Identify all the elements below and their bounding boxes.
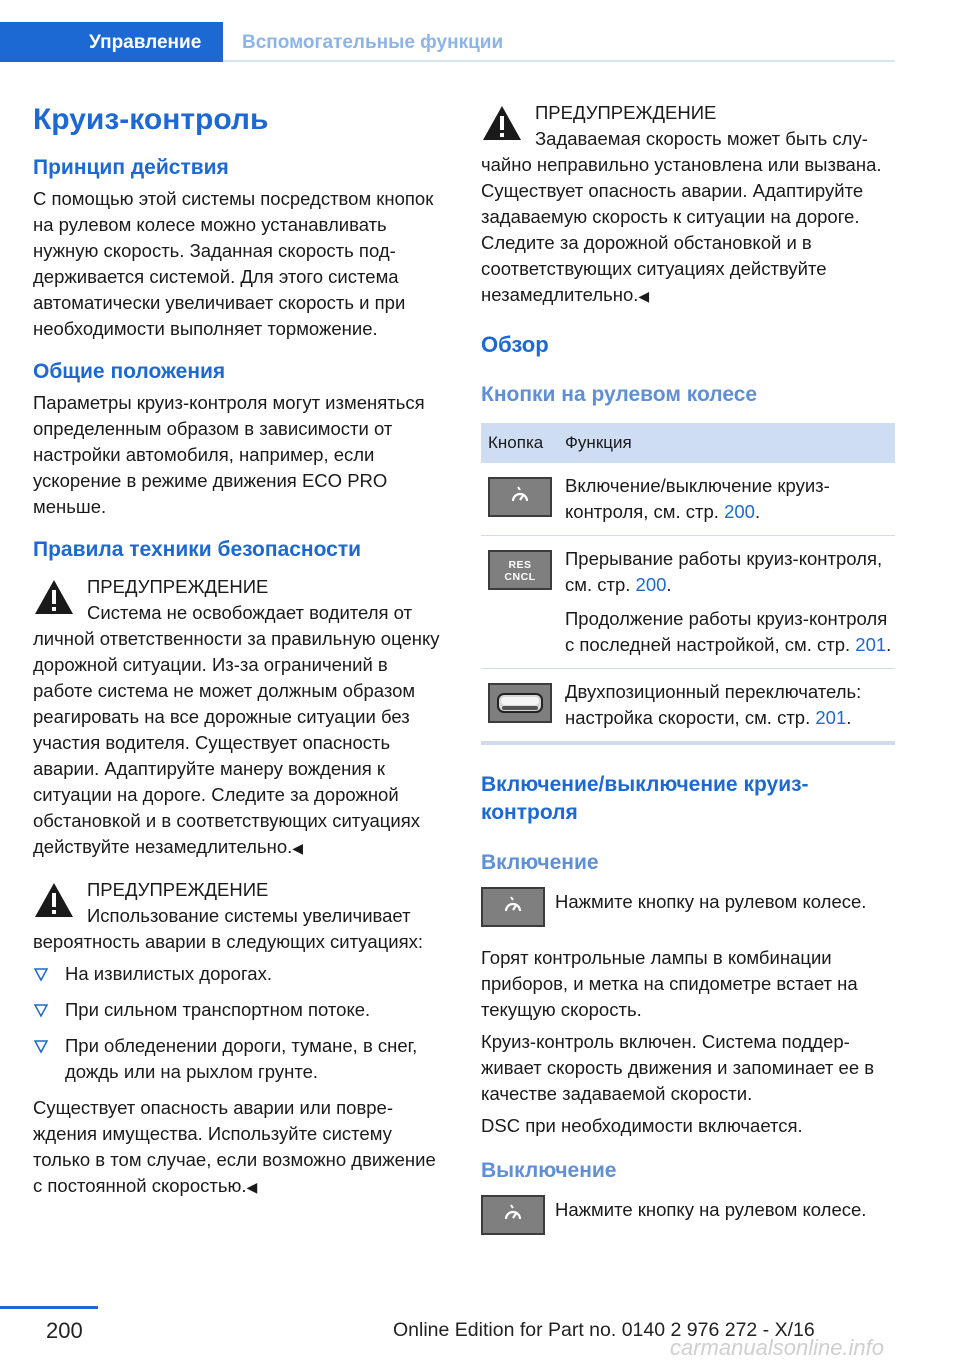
function-text: Двухпозиционный переключатель: настройка скорости, см. стр. 201. [565, 681, 862, 728]
edition-text: Online Edition for Part no. 0140 2 976 272 - X/16 [393, 1319, 815, 1341]
warning-triangle-icon [481, 104, 523, 142]
table-header-function: Функция [565, 433, 632, 452]
warning-block-2 [33, 877, 448, 955]
general-section [33, 358, 448, 520]
cruise-control-button-image [481, 1195, 545, 1235]
cruise-control-button-image [481, 887, 545, 927]
list-item-text: На извилистых дорогах. [65, 963, 272, 984]
rocker-switch-image [488, 683, 552, 723]
closing-text-body: Существует опасность аварии или повреждения имущества. Используйте систему только в том случае, если возможно движение с постоянной скоростью. [33, 1097, 436, 1196]
cruise-control-button-image [488, 477, 552, 517]
warning-title: ПРЕДУПРЕЖДЕНИЕ [87, 576, 269, 597]
list-item-text: При сильном транспортном потоке. [65, 999, 371, 1020]
warning-block-1 [33, 574, 448, 861]
page-link[interactable]: 200 [635, 574, 667, 595]
res-cncl-button-image [488, 550, 552, 590]
warning-triangle-icon [33, 881, 75, 919]
on-heading: Включение [481, 851, 599, 874]
table-row [481, 536, 895, 669]
list-item [33, 997, 448, 1023]
table-row [481, 669, 895, 745]
list-item [33, 1033, 448, 1085]
off-instruction [481, 1195, 895, 1235]
table-cell-button [481, 546, 565, 658]
table-row [481, 463, 895, 536]
closing-text [33, 1095, 448, 1200]
buttons-table [481, 423, 895, 745]
bullet-triangle-icon [34, 968, 48, 982]
chapter-tab-active[interactable]: Управление [0, 22, 223, 62]
safety-heading: Правила техники безопасности [33, 538, 362, 561]
safety-section [33, 536, 448, 1200]
principle-heading: Принцип действия [33, 156, 229, 179]
general-text: Параметры круиз-контроля могут изменяться определенным образом в зависимости от настройки автомобиля, например, если ускорение в режиме движения ECO PRO меньше. [33, 392, 425, 517]
on-text-3: DSC при необходимости включается. [481, 1115, 803, 1136]
function-text-body: Включение/выключение круиз-контроля, см. стр. [565, 475, 830, 522]
principle-section [33, 154, 448, 342]
table-cell-button [481, 473, 565, 525]
on-press-text: Нажмите кнопку на рулевом колесе. [555, 891, 867, 912]
cruise-control-icon [490, 479, 550, 515]
warning-text: Использование системы увеличивает вероятность аварии в следующих ситуациях: [33, 905, 423, 952]
function-text-body: Двухпозиционный переключатель: настройка скорости, см. стр. [565, 681, 862, 728]
onoff-heading: Включение/выключение круиз-контроля [481, 773, 809, 824]
end-mark: ◀ [246, 1179, 258, 1195]
warning-title: ПРЕДУПРЕЖДЕНИЕ [87, 879, 269, 900]
function-text: Прерывание работы круиз-контроля, см. стр. 200. [565, 548, 883, 595]
section-tab[interactable]: Вспомогательные функции [242, 32, 504, 53]
end-mark: ◀ [292, 840, 304, 856]
on-instruction [481, 887, 895, 927]
page-link[interactable]: 201 [855, 634, 887, 655]
page-link[interactable]: 200 [724, 501, 755, 522]
risk-list [33, 961, 448, 1085]
left-column [33, 100, 448, 1216]
list-item-text: При обледенении дороги, тумане, в снег, дождь или на рыхлом грунте. [65, 1035, 418, 1082]
overview-heading: Обзор [481, 332, 549, 357]
page-number: 200 [46, 1318, 83, 1343]
table-header-button: Кнопка [488, 433, 544, 452]
table-cell-button [481, 679, 565, 731]
warning-title: ПРЕДУПРЕЖДЕНИЕ [535, 102, 717, 123]
function-text-body: Прерывание работы круиз-контроля, см. стр. [565, 548, 883, 595]
page-title: Круиз-контроль [33, 103, 269, 136]
buttons-heading: Кнопки на рулевом колесе [481, 383, 758, 406]
off-heading: Выключение [481, 1159, 617, 1182]
cncl-label: CNCL [504, 571, 536, 583]
warning-text [33, 600, 448, 861]
function-text-body: Продолжение работы круиз-контроля с последней настройкой, см. стр. [565, 608, 888, 655]
principle-text: С помощью этой системы посредством кнопок на рулевом колесе можно устанавливать нужную скорость. Заданная скорость поддерживается системой. Для этого система автоматически увеличивает скорость и при необходимости выполняет торможение. [33, 188, 434, 339]
res-label: RES [508, 559, 532, 571]
table-header [481, 423, 895, 463]
right-column [481, 100, 895, 1253]
bullet-triangle-icon [34, 1040, 48, 1054]
warning-block-3 [481, 100, 895, 309]
page-header [0, 22, 895, 62]
table-cell-function [565, 679, 895, 731]
on-text-1: Горят контрольные лампы в комбинации приборов, и метка на спидометре встает на текущую скорость. [481, 947, 858, 1020]
cruise-control-icon [483, 1197, 543, 1233]
rocker-switch-icon [490, 685, 550, 721]
end-mark: ◀ [638, 288, 650, 304]
warning-text [481, 126, 895, 309]
page-link[interactable]: 201 [815, 707, 847, 728]
off-press-text: Нажмите кнопку на рулевом колесе. [555, 1199, 867, 1220]
watermark: carmanualsonline.info [670, 1335, 885, 1360]
function-text: Продолжение работы круиз-контроля с последней настройкой, см. стр. 201. [565, 608, 892, 655]
warning-text-body: Система не освобождает водителя от личной ответственности за правильную оценку дорожной ситуации. Из-за ограничений в работе система не может должным образом реагировать на все дорожные ситуации без участия водителя. Существует опасность аварии. Адаптируйте манеру вождения к ситуации на дороге. Следите за дорожной обстановкой и в соответствующих ситуациях действуйте незамедлительно. [33, 602, 440, 857]
bullet-triangle-icon [34, 1004, 48, 1018]
table-cell-function [565, 473, 895, 525]
on-text-2: Круиз-контроль включен. Система поддерживает скорость движения и запоминает ее в качестве задаваемой скорости. [481, 1031, 875, 1104]
general-heading: Общие положения [33, 360, 226, 383]
cruise-control-icon [483, 889, 543, 925]
page-number-rule [0, 1306, 98, 1309]
warning-triangle-icon [33, 578, 75, 616]
table-cell-function [565, 546, 895, 658]
function-text: Включение/выключение круиз-контроля, см. стр. 200. [565, 475, 830, 522]
warning-text-body: Задаваемая скорость может быть случайно неправильно установлена или вызвана. Существует опасность аварии. Адаптируйте задаваемую скорость к ситуации на дороге. Следите за дорожной обстановкой и в соответствующих ситуациях действуйте незамедлительно. [481, 128, 882, 305]
list-item [33, 961, 448, 987]
